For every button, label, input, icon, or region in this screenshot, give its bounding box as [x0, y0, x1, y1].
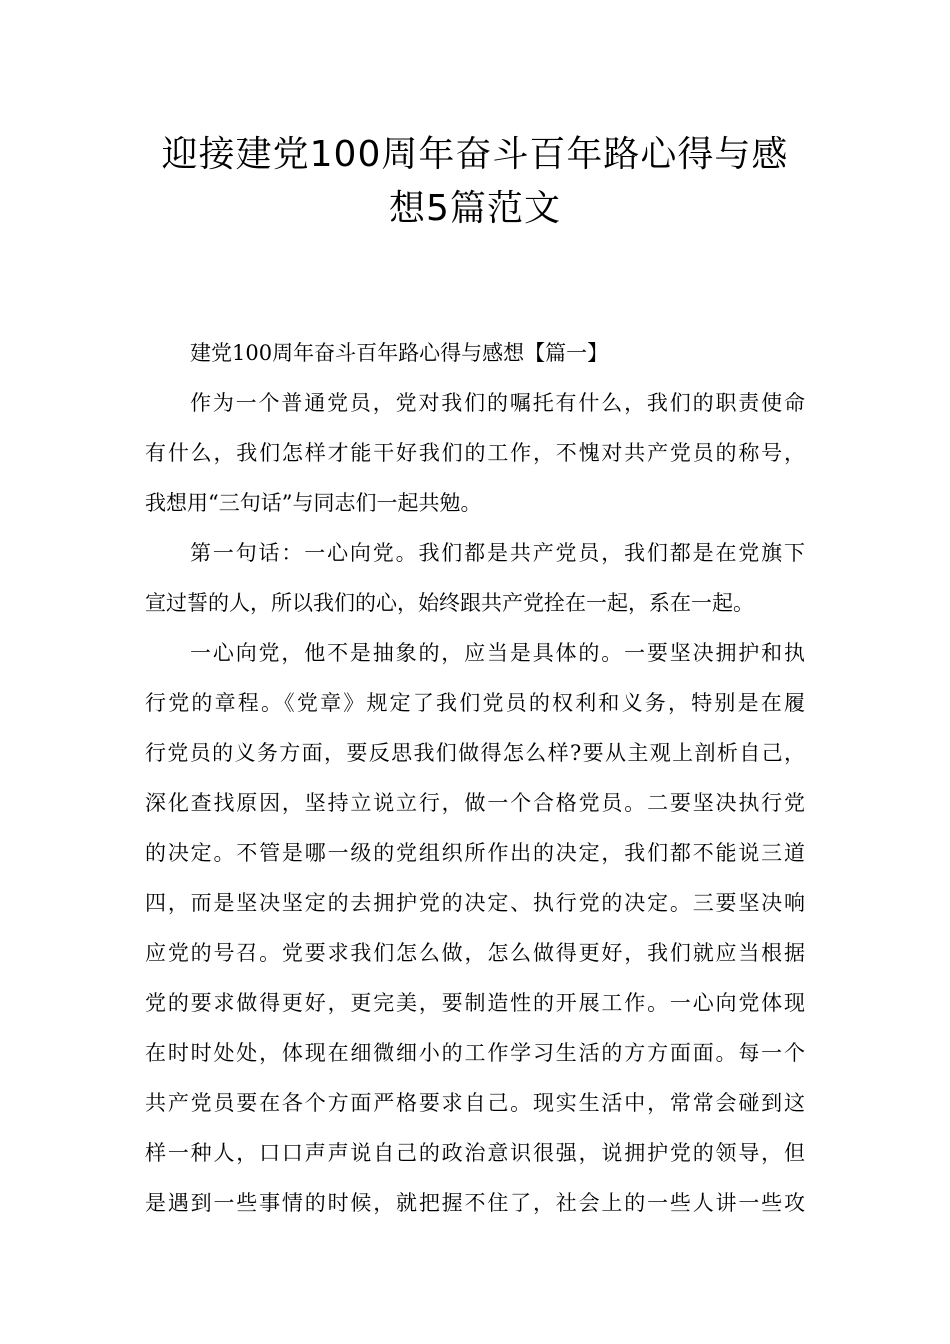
text-line: 我想用“三句话”与同志们一起共勉。: [145, 491, 482, 515]
text-line: 在时时处处，体现在细微细小的工作学习生活的方方面面。每一个: [145, 1041, 805, 1065]
text-line: 作为一个普通党员，党对我们的嘱托有什么，我们的职责使命: [190, 391, 805, 415]
text-line: 样一种人，口口声声说自己的政治意识很强，说拥护党的领导，但: [145, 1141, 805, 1165]
text-line: 的决定。不管是哪一级的党组织所作出的决定，我们都不能说三道: [145, 841, 805, 865]
document-title: [110, 128, 840, 236]
text-line: 是遇到一些事情的时候，就把握不住了，社会上的一些人讲一些攻: [145, 1191, 805, 1215]
text-line: 行党的章程。《党章》规定了我们党员的权利和义务，特别是在履: [145, 691, 805, 715]
text-line: 有什么，我们怎样才能干好我们的工作，不愧对共产党员的称号，: [145, 441, 805, 465]
text-line: 党的要求做得更好，更完美，要制造性的开展工作。一心向党体现: [145, 991, 805, 1015]
text-line: 一心向党，他不是抽象的，应当是具体的。一要坚决拥护和执: [190, 641, 805, 665]
text-line: 深化查找原因，坚持立说立行，做一个合格党员。二要坚决执行党: [145, 791, 805, 815]
text-line: 应党的号召。党要求我们怎么做，怎么做得更好，我们就应当根据: [145, 941, 805, 965]
text-line: 第一句话：一心向党。我们都是共产党员，我们都是在党旗下: [190, 541, 805, 565]
text-line: 四，而是坚决坚定的去拥护党的决定、执行党的决定。三要坚决响: [145, 891, 805, 915]
text-line: 宣过誓的人，所以我们的心，始终跟共产党拴在一起，系在一起。: [145, 591, 754, 615]
text-line: 共产党员要在各个方面严格要求自己。现实生活中，常常会碰到这: [145, 1091, 805, 1115]
section-heading: 建党100周年奋斗百年路心得与感想【篇一】: [190, 341, 609, 365]
title-line-2: 想5篇范文: [389, 188, 561, 229]
text-line: 行党员的义务方面，要反思我们做得怎么样?要从主观上剖析自己，: [145, 741, 805, 765]
title-line-1: 迎接建党100周年奋斗百年路心得与感: [161, 134, 789, 175]
document-body: [145, 336, 805, 1236]
